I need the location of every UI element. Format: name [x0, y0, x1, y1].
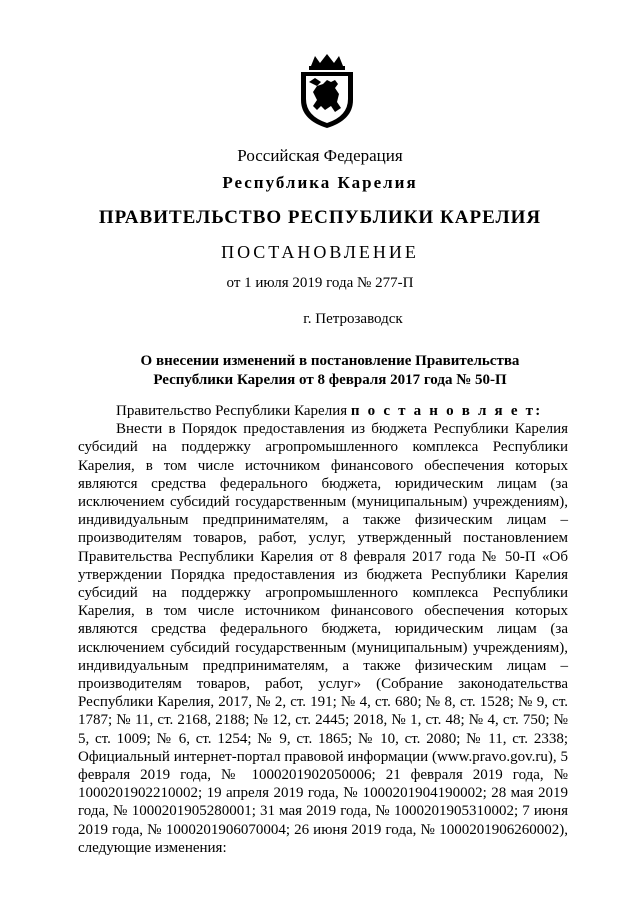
main-paragraph: Внести в Порядок предоставления из бюджета Республики Карелия субсидий на поддержку агропромышленного комплекса Республики Карелия, в том числе источником финансового обеспечения которых являются средства федерального бюджета, юридическим лицам (за исключением субсидий государственным (муниципальным) учреждениям), индивидуальным предпринимателям, а также физическим лицам – производителям товаров, работ, услуг, утвержденный постановлением Правительства Республики Карелия от 8 февраля 2017 года № 50-П «Об утверждении Порядка предоставления из бюджета Республики Карелия субсидий на поддержку агропромышленного комплекса Республики Карелия, в том числе источником финансового обеспечения которых являются средства федерального бюджета, юридическим лицам (за исключением субсидий государственным (муниципальным) учреждениям), индивидуальным предпринимателям, а также физическим лицам – производителям товаров, работ, услуг» (Собрание законодательства Республики Карелия, 2017, № 2, ст. 191; № 4, ст. 680; № 8, ст. 1528; № 9, ст. 1787; № 11, ст. 2168, 2188; № 12, ст. 2445; 2018, № 1, ст. 48; № 4, ст. 750; № 5, ст. 1009; № 6, ст. 1254; № 9, ст. 1865; № 10, ст. 2080; № 11, ст. 2338; Официальный интернет-портал правовой информации (www.pravo.gov.ru), 5 февраля 2019 года, № 1000201902050006; 21 февраля 2019 года, № 1000201902210002; 19 апреля 2019 года, № 1000201904190002; 28 мая 2019 года, № 1000201905280001; 31 мая 2019 года, № 1000201905310002; 7 июня 2019 года, № 1000201906070004; 26 июня 2019 года, № 1000201906260002), следующие изменения: — [78, 421, 568, 856]
subject-line-1: О внесении изменений в постановление Правительства — [140, 353, 520, 369]
subject-line-2: Республики Карелия от 8 февраля 2017 года № 50-П — [153, 372, 507, 388]
intro-verb: п о с т а н о в л я е т: — [350, 403, 543, 419]
country-name: Российская Федерация — [237, 146, 403, 165]
date-and-number: от 1 июля 2019 года № 277-П — [226, 275, 414, 291]
intro-text: Правительство Республики Карелия — [116, 403, 351, 419]
government-title: ПРАВИТЕЛЬСТВО РЕСПУБЛИКИ КАРЕЛИЯ — [98, 207, 542, 228]
document-body — [78, 402, 568, 857]
coat-of-arms-icon — [295, 52, 359, 130]
republic-name: Республика Карелия — [222, 173, 418, 192]
document-subject — [120, 352, 540, 390]
intro-paragraph — [78, 402, 568, 420]
document-type: ПОСТАНОВЛЕНИЕ — [221, 242, 419, 262]
city: г. Петрозаводск — [303, 311, 403, 327]
